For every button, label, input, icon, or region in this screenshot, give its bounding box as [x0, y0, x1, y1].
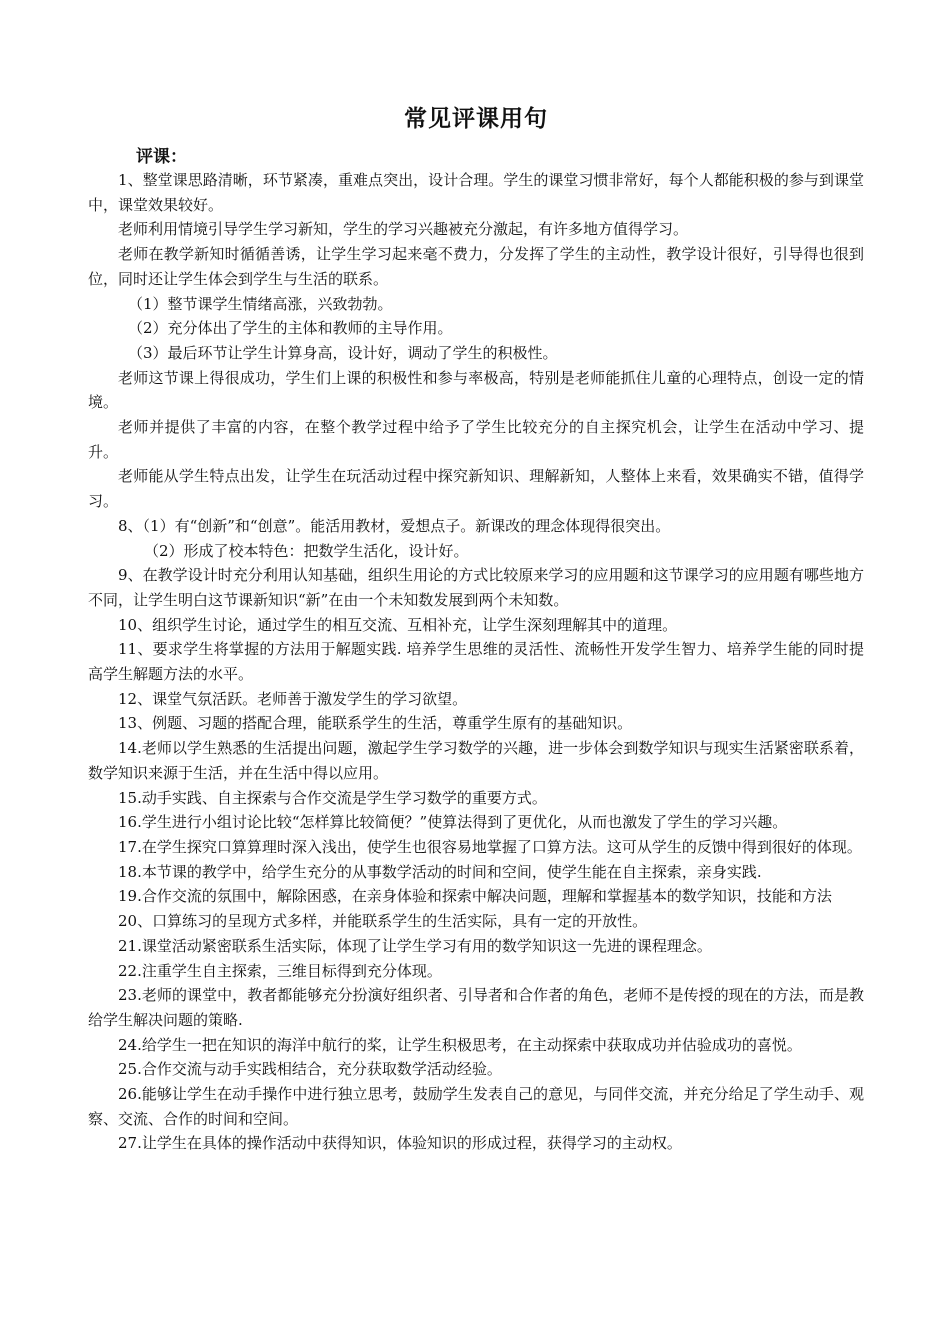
section-heading: 评课： — [136, 147, 187, 167]
document-page — [88, 104, 864, 1156]
paragraph: 1、整堂课思路清晰，环节紧凑，重难点突出，设计合理。学生的课堂习惯非常好，每个人都能积极的参与到课堂中，课堂效果较好。 — [88, 171, 864, 214]
paragraph: 25.合作交流与动手实践相结合，充分获取数学活动经验。 — [118, 1060, 502, 1079]
paragraph: 老师利用情境引导学生学习新知，学生的学习兴趣被充分激起，有许多地方值得学习。 — [118, 220, 689, 239]
paragraph: （2）充分体出了学生的主体和教师的主导作用。 — [128, 319, 453, 338]
paragraph: 19.合作交流的氛围中，解除困惑，在亲身体验和探索中解决问题，理解和掌握基本的数学知识，技能和方法 — [118, 887, 832, 906]
document-title: 常见评课用句 — [404, 105, 548, 132]
paragraph: 12、课堂气氛活跃。老师善于激发学生的学习欲望。 — [118, 689, 468, 708]
paragraph: 11、要求学生将掌握的方法用于解题实践. 培养学生思维的灵活性、流畅性开发学生智力、培养学生能的同时提高学生解题方法的水平。 — [88, 640, 864, 684]
paragraph: 15.动手实践、自主探索与合作交流是学生学习数学的重要方式。 — [118, 788, 547, 807]
paragraph: 16.学生进行小组讨论比较“怎样算比较简便？”使算法得到了更优化，从而也激发了学生的学习兴趣。 — [118, 813, 788, 832]
paragraph: 老师这节课上得很成功，学生们上课的积极性和参与率极高，特别是老师能抓住儿童的心理特点，创设一定的情境。 — [88, 368, 864, 412]
paragraph: 10、组织学生讨论，通过学生的相互交流、互相补充，让学生深刻理解其中的道理。 — [118, 615, 678, 634]
paragraph: （1）整节课学生情绪高涨，兴致勃勃。 — [128, 294, 393, 313]
paragraph: 18.本节课的教学中，给学生充分的从事数学活动的时间和空间，使学生能在自主探索，亲身实践. — [118, 862, 762, 881]
paragraph: 23.老师的课堂中，教者都能够充分扮演好组织者、引导者和合作者的角色，老师不是传授的现在的方法，而是教给学生解决问题的策略. — [88, 986, 864, 1029]
paragraph: 14.老师以学生熟悉的生活提出问题，激起学生学习数学的兴趣，进一步体会到数学知识与现实生活紧密联系着，数学知识来源于生活，并在生活中得以应用。 — [88, 739, 864, 782]
paragraph: （2）形成了校本特色：把数学生活化，设计好。 — [144, 541, 469, 560]
paragraph: 21.课堂活动紧密联系生活实际，体现了让学生学习有用的数学知识这一先进的课程理念。 — [118, 936, 712, 955]
paragraph: 24.给学生一把在知识的海洋中航行的桨，让学生积极思考，在主动探索中获取成功并估验成功的喜悦。 — [118, 1035, 802, 1054]
paragraph: 9、在教学设计时充分利用认知基础，组织生用论的方式比较原来学习的应用题和这节课学习的应用题有哪些地方不同，让学生明白这节课新知识“新”在由一个未知数发展到两个未知数。 — [88, 566, 864, 609]
paragraph: 22.注重学生自主探索，三维目标得到充分体现。 — [118, 961, 442, 980]
paragraph: 老师在教学新知时循循善诱，让学生学习起来毫不费力，分发挥了学生的主动性，教学设计很好，引导得也很到位，同时还让学生体会到学生与生活的联系。 — [88, 245, 864, 288]
paragraph: 26.能够让学生在动手操作中进行独立思考，鼓励学生发表自己的意见，与同伴交流，并充分给足了学生动手、观察、交流、合作的时间和空间。 — [88, 1085, 864, 1128]
paragraph: 8、（1）有“创新”和“创意”。能活用教材，爱想点子。新课改的理念体现得很突出。 — [118, 516, 671, 535]
paragraph: 老师能从学生特点出发，让学生在玩活动过程中探究新知识、理解新知，人整体上来看，效果确实不错，值得学习。 — [88, 467, 864, 511]
paragraph: （3）最后环节让学生计算身高，设计好，调动了学生的积极性。 — [128, 343, 558, 362]
paragraph: 13、例题、习题的搭配合理，能联系学生的生活，尊重学生原有的基础知识。 — [118, 714, 633, 733]
paragraph: 27.让学生在具体的操作活动中获得知识，体验知识的形成过程，获得学习的主动权。 — [118, 1134, 682, 1153]
paragraph: 20、口算练习的呈现方式多样，并能联系学生的生活实际，具有一定的开放性。 — [118, 912, 648, 931]
paragraph: 老师并提供了丰富的内容，在整个教学过程中给予了学生比较充分的自主探究机会，让学生在活动中学习、提升。 — [88, 418, 864, 461]
paragraph: 17.在学生探究口算算理时深入浅出，使学生也很容易地掌握了口算方法。这可从学生的反馈中得到很好的体现。 — [118, 837, 862, 856]
